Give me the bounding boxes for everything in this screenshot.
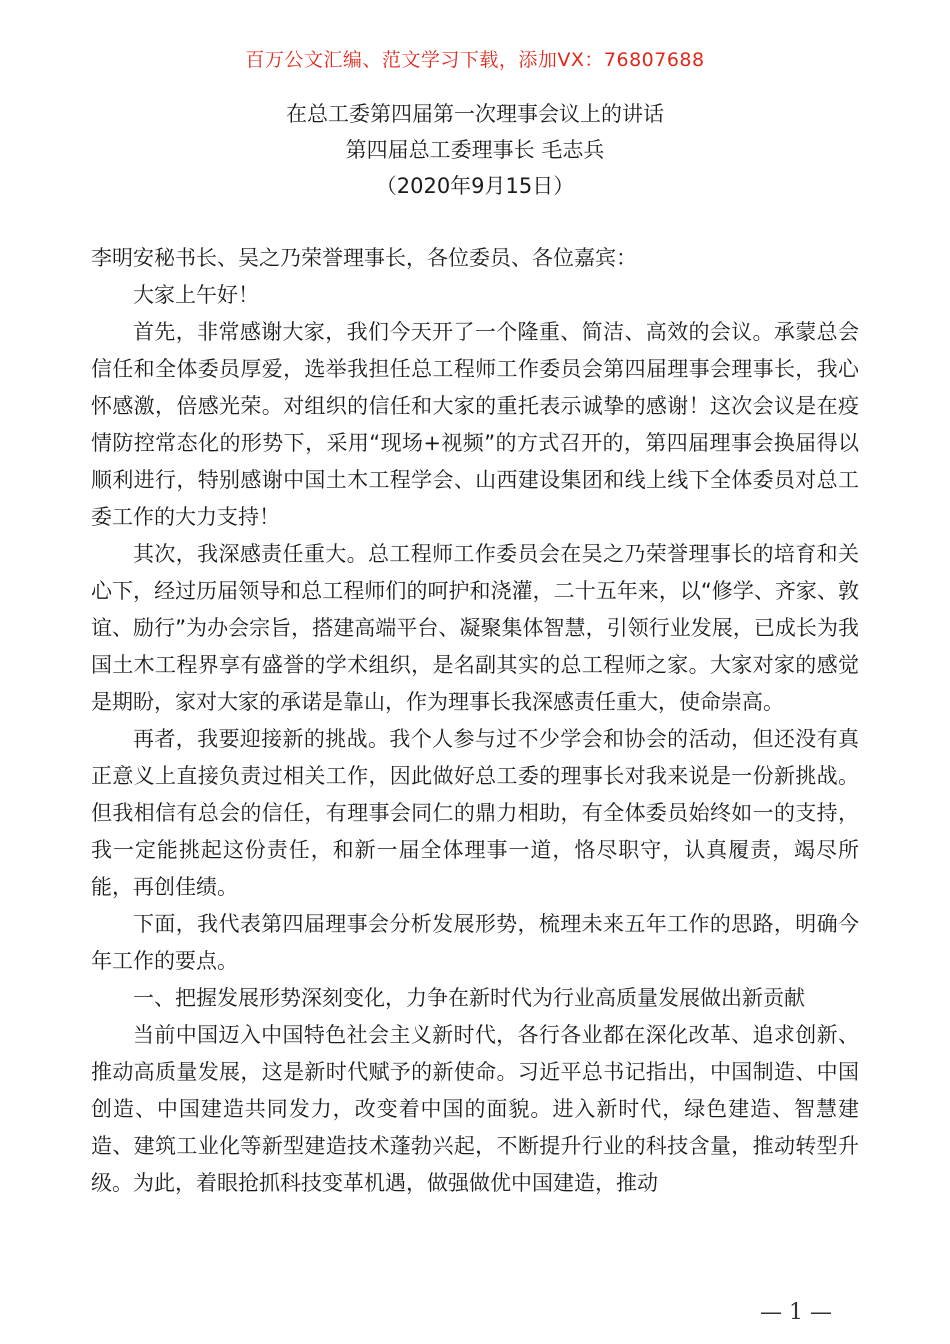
paragraph-situation: 当前中国迈入中国特色社会主义新时代，各行各业都在深化改革、追求创新、推动高质量发展，这是新时代赋予的新使命。习近平总书记指出，中国制造、中国创造、中国建造共同发力，改变着中国的面貌。进入新时代，绿色建造、智慧建造、建筑工业化等新型建造技术蓬勃兴起，不断提升行业的科技含量，推动转型升级。为此，着眼抢抓科技变革机遇，做强做优中国建造，推动 — [91, 1023, 859, 1195]
speech-title: 在总工委第四届第一次理事会议上的讲话 — [286, 102, 664, 126]
speech-date: （2020年9月15日） — [375, 174, 575, 198]
section-heading-one: 一、把握发展形势深刻变化，力争在新时代为行业高质量发展做出新贡献 — [133, 986, 805, 1010]
paragraph-outline: 下面，我代表第四届理事会分析发展形势，梳理未来五年工作的思路，明确今年工作的要点。 — [91, 912, 859, 973]
paragraph-challenge: 再者，我要迎接新的挑战。我个人参与过不少学会和协会的活动，但还没有真正意义上直接负责过相关工作，因此做好总工委的理事长对我来说是一份新挑战。但我相信有总会的信任，有理事会同仁的鼎力相助，有全体委员始终如一的支持，我一定能挑起这份责任，和新一届全体理事一道，恪尽职守，认真履责，竭尽所能，再创佳绩。 — [91, 727, 859, 899]
page-number: — 1 — — [760, 1300, 832, 1325]
speech-author: 第四届总工委理事长 毛志兵 — [345, 138, 605, 162]
paragraph-responsibility: 其次，我深感责任重大。总工程师工作委员会在吴之乃荣誉理事长的培育和关心下，经过历届领导和总工程师们的呵护和浇灌，二十五年来，以“修学、齐家、敦谊、励行”为办会宗旨，搭建高端平台、凝聚集体智慧，引领行业发展，已成长为我国土木工程界享有盛誉的学术组织，是名副其实的总工程师之家。大家对家的感觉是期盼，家对大家的承诺是靠山，作为理事长我深感责任重大，使命崇高。 — [91, 542, 859, 714]
watermark-banner: 百万公文汇编、范文学习下载，添加VX：76807688 — [245, 49, 705, 71]
speech-body — [91, 240, 859, 1202]
paragraph-gratitude: 首先，非常感谢大家，我们今天开了一个隆重、简洁、高效的会议。承蒙总会信任和全体委员厚爱，选举我担任总工程师工作委员会第四届理事会理事长，我心怀感激，倍感光荣。对组织的信任和大家的重托表示诚挚的感谢！这次会议是在疫情防控常态化的形势下，采用“现场+视频”的方式召开的，第四届理事会换届得以顺利进行，特别感谢中国土木工程学会、山西建设集团和线上线下全体委员对总工委工作的大力支持！ — [91, 320, 859, 529]
title-block — [0, 96, 950, 204]
greeting: 大家上午好！ — [133, 283, 259, 307]
salutation: 李明安秘书长、吴之乃荣誉理事长，各位委员、各位嘉宾： — [91, 246, 637, 270]
